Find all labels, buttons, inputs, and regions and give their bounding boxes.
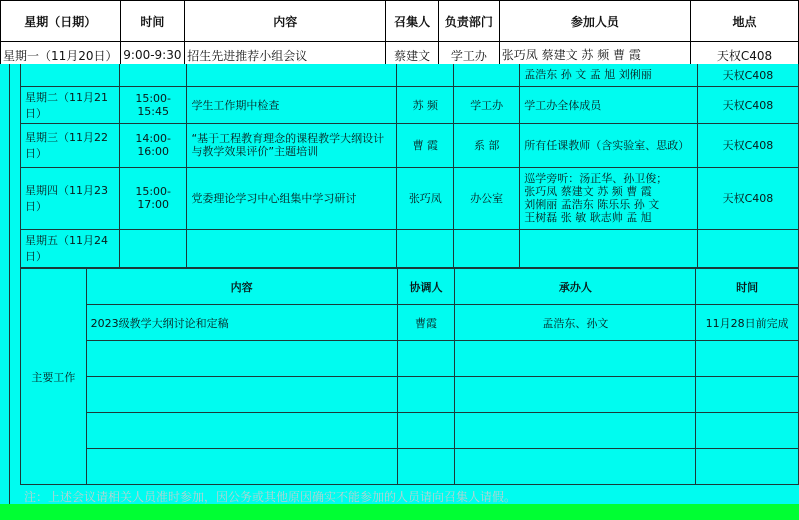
thu-participants-line: 张巧凤 蔡建文 苏 频 曹 霞 — [524, 185, 652, 198]
bottom-green-strip — [0, 504, 799, 520]
main-work-time — [696, 341, 799, 377]
tue-day: 星期二（11月21日） — [21, 86, 120, 123]
left-border-lines — [0, 64, 10, 504]
fri-convener — [397, 229, 454, 267]
table-row — [21, 229, 799, 267]
thu-participants-line: 王树磊 张 敏 耿志帅 孟 旭 — [524, 211, 652, 224]
mon-day: 星期一（11月20日） — [1, 42, 121, 69]
tue-time: 15:00-15:45 — [119, 86, 187, 123]
thu-participants-line: 刘俐丽 孟浩东 陈乐乐 孙 文 — [524, 198, 660, 211]
tue-location: 天权C408 — [697, 86, 798, 123]
mon-participants-line2: 孟浩东 孙 文 孟 旭 刘俐丽 — [520, 64, 698, 86]
wed-time: 14:00-16:00 — [119, 123, 187, 167]
main-work-content: 2023级教学大纲讨论和定稿 — [86, 305, 397, 341]
main-work-header-content: 内容 — [86, 269, 397, 305]
thu-participants — [520, 167, 698, 229]
main-work-time — [696, 377, 799, 413]
main-work-time — [696, 449, 799, 485]
main-work-content — [86, 449, 397, 485]
table-row — [21, 86, 799, 123]
main-work-content — [86, 377, 397, 413]
table-row — [21, 449, 799, 485]
main-work-content — [86, 413, 397, 449]
header-location: 地点 — [690, 1, 798, 42]
header-day: 星期（日期） — [1, 1, 121, 42]
tue-dept: 学工办 — [454, 86, 520, 123]
thu-participants-line: 巡学旁听：汤正华、孙卫俊； — [524, 172, 668, 185]
wed-convener: 曹 霞 — [397, 123, 454, 167]
main-work-header-time: 时间 — [696, 269, 799, 305]
main-work-time: 11月28日前完成 — [696, 305, 799, 341]
tue-participants: 学工办全体成员 — [520, 86, 698, 123]
header-convener: 召集人 — [386, 1, 439, 42]
fri-location — [697, 229, 798, 267]
main-work-time — [696, 413, 799, 449]
main-work-table — [20, 268, 799, 485]
thu-location: 天权C408 — [697, 167, 798, 229]
wed-location: 天权C408 — [697, 123, 798, 167]
table-row — [21, 123, 799, 167]
fri-content — [187, 229, 397, 267]
table-row — [21, 305, 799, 341]
footnote: 注：上述会议请相关人员准时参加，因公务或其他原因确实不能参加的人员请向召集人请假。 — [24, 490, 517, 504]
main-work-label: 主要工作 — [21, 269, 87, 485]
main-work-header-undertaker: 承办人 — [455, 269, 696, 305]
main-work-coordinator — [397, 449, 455, 485]
mon-participants-line1: 张巧凤 蔡建文 苏 频 曹 霞 — [501, 47, 641, 62]
main-work-coordinator — [397, 341, 455, 377]
schedule-header-table — [0, 0, 799, 69]
main-work-coordinator — [397, 377, 455, 413]
thu-convener: 张巧凤 — [397, 167, 454, 229]
main-work-undertaker — [455, 341, 696, 377]
main-work-undertaker — [455, 377, 696, 413]
main-work-undertaker — [455, 449, 696, 485]
schedule-grid — [20, 64, 799, 268]
mon-dept: 学工办 — [438, 42, 499, 69]
tue-content: 学生工作期中检查 — [187, 86, 397, 123]
wed-content: “基于工程教育理念的课程教学大纲设计与教学效果评价”主题培训 — [187, 123, 397, 167]
header-participants: 参加人员 — [499, 1, 690, 42]
main-work-header-coordinator: 协调人 — [397, 269, 455, 305]
table-row — [21, 167, 799, 229]
mon-location: 天权C408 — [690, 42, 798, 69]
mon-time: 9:00-9:30 — [120, 42, 185, 69]
main-work-content — [86, 341, 397, 377]
fri-dept — [454, 229, 520, 267]
mon-location-overlay: 天权C408 — [697, 64, 798, 86]
thu-dept: 办公室 — [454, 167, 520, 229]
wed-participants: 所有任课教师（含实验室、思政） — [520, 123, 698, 167]
fri-participants — [520, 229, 698, 267]
fri-day: 星期五（11月24日） — [21, 229, 120, 267]
thu-content: 党委理论学习中心组集中学习研讨 — [187, 167, 397, 229]
header-dept: 负责部门 — [438, 1, 499, 42]
wed-dept: 系 部 — [454, 123, 520, 167]
header-content: 内容 — [185, 1, 386, 42]
main-work-undertaker: 孟浩东、孙文 — [455, 305, 696, 341]
main-work-coordinator: 曹霞 — [397, 305, 455, 341]
fri-time — [119, 229, 187, 267]
header-time: 时间 — [120, 1, 185, 42]
main-work-undertaker — [455, 413, 696, 449]
mon-convener: 蔡建文 — [386, 42, 439, 69]
wed-day: 星期三（11月22日） — [21, 123, 120, 167]
mon-content: 招生先进推荐小组会议 — [185, 42, 386, 69]
thu-time: 15:00-17:00 — [119, 167, 187, 229]
main-work-coordinator — [397, 413, 455, 449]
table-row — [21, 341, 799, 377]
thu-day: 星期四（11月23日） — [21, 167, 120, 229]
table-row — [21, 413, 799, 449]
table-row — [21, 377, 799, 413]
tue-convener: 苏 频 — [397, 86, 454, 123]
